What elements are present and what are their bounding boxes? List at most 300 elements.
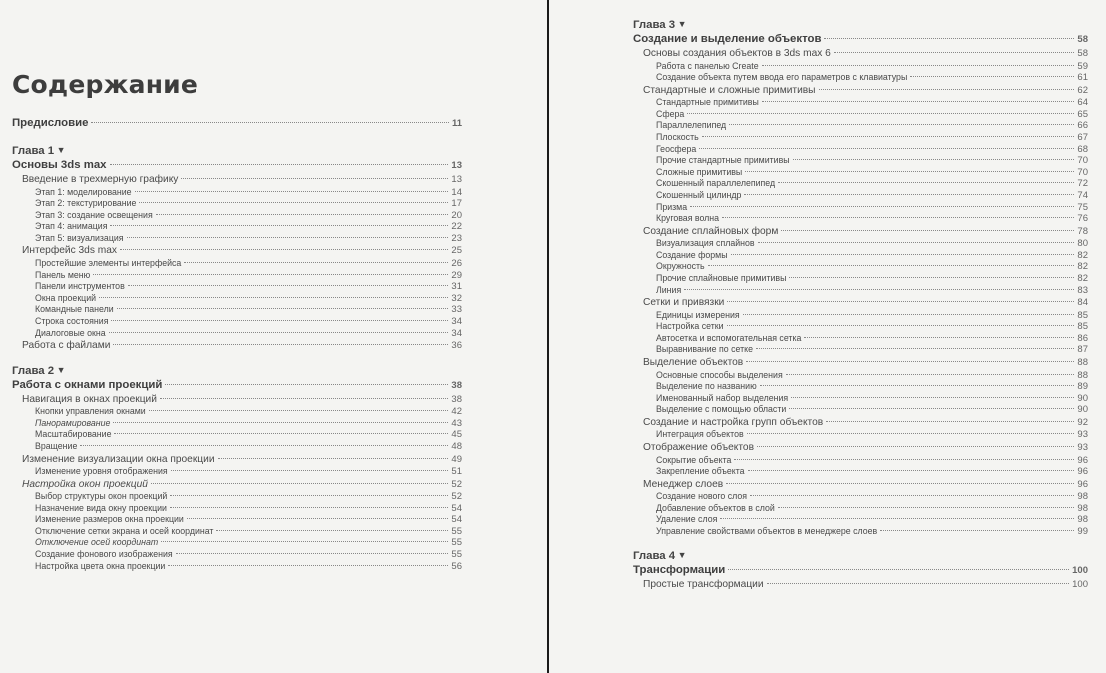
toc-subsection-entry[interactable] <box>12 526 462 538</box>
toc-subsection-entry[interactable] <box>633 333 1088 345</box>
toc-section-entry[interactable] <box>12 479 462 492</box>
entry-title: Выбор структуры окон проекций <box>35 491 168 502</box>
toc-subsection-entry[interactable] <box>12 561 462 573</box>
dot-leader <box>708 265 1075 266</box>
dot-leader <box>216 530 448 531</box>
entry-title: Предисловие <box>12 117 89 129</box>
toc-subsection-entry[interactable] <box>633 381 1088 393</box>
toc-subsection-entry[interactable] <box>633 250 1088 262</box>
page-number: 89 <box>1077 381 1088 393</box>
page-number: 64 <box>1077 97 1088 109</box>
page-number: 26 <box>451 257 462 269</box>
page-number: 55 <box>451 525 462 537</box>
page-number: 93 <box>1077 442 1088 454</box>
dot-leader <box>789 408 1074 409</box>
dot-leader <box>135 191 449 192</box>
page-number: 56 <box>451 560 462 572</box>
dot-leader <box>722 217 1074 218</box>
dot-leader <box>743 314 1075 315</box>
entry-title: Скошенный цилиндр <box>656 189 742 200</box>
dot-leader <box>113 422 448 423</box>
toc-subsection-entry[interactable] <box>12 418 462 430</box>
entry-title: Этап 4: анимация <box>35 221 108 232</box>
toc-subsection-entry[interactable] <box>12 270 462 282</box>
dot-leader <box>99 297 448 298</box>
dot-leader <box>734 459 1074 460</box>
page-number: 98 <box>1077 514 1088 526</box>
page-number: 96 <box>1077 466 1088 478</box>
page-number: 34 <box>451 315 462 327</box>
dot-leader <box>699 148 1074 149</box>
dot-leader <box>181 178 448 179</box>
page-number: 68 <box>1077 143 1088 155</box>
toc-subsection-entry[interactable] <box>12 281 462 293</box>
triangle-down-icon: ▼ <box>54 145 66 155</box>
page-number: 82 <box>1077 261 1088 273</box>
dot-leader <box>778 182 1074 183</box>
toc-subsection-entry[interactable] <box>633 393 1088 405</box>
dot-leader <box>168 565 448 566</box>
chapter-title: Работа с окнами проекций <box>12 378 163 391</box>
page-number: 23 <box>451 232 462 244</box>
entry-title: Единицы измерения <box>656 309 740 320</box>
page-number: 22 <box>451 221 462 233</box>
page-number: 36 <box>451 340 462 352</box>
page-number: 20 <box>451 209 462 221</box>
entry-title: Добавление объектов в слой <box>656 502 775 513</box>
toc-subsection-entry[interactable] <box>12 198 462 210</box>
triangle-down-icon: ▼ <box>675 19 687 29</box>
page-number: 87 <box>1077 344 1088 356</box>
toc-subsection-entry[interactable] <box>633 144 1088 156</box>
toc-subsection-entry[interactable] <box>633 321 1088 333</box>
dot-leader <box>726 483 1074 484</box>
toc-section-entry[interactable] <box>633 417 1088 430</box>
page-number: 61 <box>1077 72 1088 84</box>
toc-subsection-entry[interactable] <box>633 109 1088 121</box>
toc-subsection-entry[interactable] <box>12 293 462 305</box>
right-page <box>551 0 1106 673</box>
page-number: 72 <box>1077 178 1088 190</box>
page-number: 55 <box>451 537 462 549</box>
toc-section-entry[interactable] <box>633 85 1088 98</box>
dot-leader <box>109 332 449 333</box>
toc-subsection-entry[interactable] <box>12 441 462 453</box>
toc-subsection-entry[interactable] <box>633 97 1088 109</box>
toc-subsection-entry[interactable] <box>12 258 462 270</box>
toc-subsection-entry[interactable] <box>12 328 462 340</box>
dot-leader <box>128 285 449 286</box>
dot-leader <box>170 507 448 508</box>
entry-title: Основы создания объектов в 3ds max 6 <box>643 48 831 59</box>
page-number: 100 <box>1072 578 1088 590</box>
dot-leader <box>160 398 448 399</box>
toc-subsection-entry[interactable] <box>633 72 1088 84</box>
dot-leader <box>762 65 1075 66</box>
page-number: 74 <box>1077 189 1088 201</box>
toc-subsection-entry[interactable] <box>12 316 462 328</box>
dot-leader <box>781 230 1074 231</box>
chapter-title-entry[interactable] <box>633 563 1088 578</box>
entry-title: Этап 2: текстурирование <box>35 198 137 209</box>
dot-leader <box>819 89 1075 90</box>
dot-leader <box>149 410 449 411</box>
chapter-label-text: Глава 2 <box>12 364 55 377</box>
entry-title: Работа с панелью Create <box>656 60 759 71</box>
toc-subsection-entry[interactable] <box>12 210 462 222</box>
dot-leader <box>120 249 448 250</box>
page-number: 83 <box>1077 284 1088 296</box>
entry-title: Введение в трехмерную графику <box>22 174 179 185</box>
page-number: 96 <box>1077 478 1088 490</box>
page-number: 58 <box>1077 48 1088 59</box>
entry-title: Сокрытие объекта <box>656 454 732 465</box>
entry-title: Интерфейс 3ds max <box>22 245 117 257</box>
page-number: 88 <box>1077 369 1088 381</box>
page-number: 86 <box>1077 332 1088 344</box>
toc-section-entry[interactable] <box>633 297 1088 310</box>
toc-subsection-entry[interactable] <box>12 466 462 478</box>
toc-section-entry[interactable] <box>12 454 462 467</box>
toc-subsection-entry[interactable] <box>633 466 1088 478</box>
dot-leader <box>728 569 1069 570</box>
page-number: 43 <box>451 417 462 429</box>
entry-title: Простые трансформации <box>643 578 764 590</box>
toc-subsection-entry[interactable] <box>633 404 1088 416</box>
page-number: 55 <box>451 549 462 561</box>
page-number: 66 <box>1077 120 1088 132</box>
page-number: 52 <box>451 491 462 503</box>
preface-entry[interactable] <box>12 116 462 131</box>
entry-title: Параллелепипед <box>656 120 727 131</box>
dot-leader <box>110 225 448 226</box>
page-number: 99 <box>1077 526 1088 537</box>
page-number: 13 <box>451 174 462 185</box>
dot-leader <box>731 254 1075 255</box>
entry-title: Удаление слоя <box>656 514 718 525</box>
toc-subsection-entry[interactable] <box>633 273 1088 285</box>
dot-leader <box>786 374 1075 375</box>
entry-title: Навигация в окнах проекций <box>22 393 157 405</box>
entry-title: Командные панели <box>35 304 114 315</box>
page-number: 25 <box>451 245 462 257</box>
dot-leader <box>93 274 448 275</box>
toc-subsection-entry[interactable] <box>633 190 1088 202</box>
triangle-down-icon: ▼ <box>54 364 66 375</box>
dot-leader <box>778 507 1075 508</box>
toc-subsection-entry[interactable] <box>12 429 462 441</box>
toc-section-entry[interactable] <box>633 226 1088 239</box>
entry-title: Сложные примитивы <box>656 166 743 177</box>
page-number: 98 <box>1077 491 1088 503</box>
page-number: 80 <box>1077 238 1088 250</box>
toc-section-entry[interactable] <box>633 479 1088 492</box>
entry-title: Вращение <box>35 440 78 451</box>
toc-subsection-entry[interactable] <box>12 406 462 418</box>
toc-subsection-entry[interactable] <box>633 370 1088 382</box>
toc-section-entry[interactable] <box>12 394 462 407</box>
chapter-block <box>633 18 1088 538</box>
toc-subsection-entry[interactable] <box>12 221 462 233</box>
chapter-label <box>633 18 1088 32</box>
toc-subsection-entry[interactable] <box>633 132 1088 144</box>
dot-leader <box>834 52 1075 53</box>
entry-title: Создание объекта путем ввода его параметров с клавиатуры <box>656 72 908 83</box>
chapter-title-entry[interactable] <box>12 158 462 173</box>
entry-title: Этап 5: визуализация <box>35 232 124 243</box>
page-number: 78 <box>1077 225 1088 237</box>
toc-subsection-entry[interactable] <box>12 491 462 503</box>
entry-title: Призма <box>656 201 688 212</box>
page-number: 85 <box>1077 309 1088 321</box>
dot-leader <box>720 518 1074 519</box>
dot-leader <box>789 277 1074 278</box>
entry-title: Масштабирование <box>35 429 112 440</box>
entry-title: Визуализация сплайнов <box>656 238 755 249</box>
page-number: 51 <box>451 466 462 477</box>
toc-subsection-entry[interactable] <box>12 187 462 199</box>
entry-title: Отображение объектов <box>643 442 754 454</box>
dot-leader <box>791 397 1074 398</box>
entry-title: Изменение размеров окна проекции <box>35 514 184 525</box>
entry-title: Кнопки управления окнами <box>35 406 146 417</box>
entry-title: Выделение с помощью области <box>656 404 787 415</box>
toc-section-entry[interactable] <box>12 340 462 353</box>
chapter-label-text: Глава 4 <box>633 549 676 562</box>
entry-title: Панель меню <box>35 269 91 280</box>
entry-title: Отключение осей координат <box>35 537 159 548</box>
entry-title: Создание нового слоя <box>656 491 747 502</box>
entry-title: Геосфера <box>656 143 697 154</box>
entry-title: Линия <box>656 284 682 295</box>
toc-subsection-entry[interactable] <box>633 202 1088 214</box>
entry-title: Этап 1: моделирование <box>35 186 132 197</box>
entry-title: Настройка окон проекций <box>22 478 148 490</box>
dot-leader <box>113 344 448 345</box>
dot-leader <box>187 518 449 519</box>
page-number: 62 <box>1077 84 1088 96</box>
toc-section-entry[interactable] <box>12 174 462 187</box>
dot-leader <box>139 202 448 203</box>
page-number: 75 <box>1077 201 1088 213</box>
entry-title: Создание фонового изображения <box>35 549 173 560</box>
dot-leader <box>165 384 448 385</box>
entry-title: Именованный набор выделения <box>656 392 789 403</box>
dot-leader <box>762 101 1075 102</box>
entry-title: Простейшие элементы интерфейса <box>35 257 182 268</box>
page-number: 48 <box>451 440 462 452</box>
chapter-title: Основы 3ds max <box>12 159 107 171</box>
toc-subsection-entry[interactable] <box>633 514 1088 526</box>
preface-block <box>12 116 462 131</box>
dot-leader <box>684 289 1074 290</box>
page-number: 54 <box>451 502 462 514</box>
toc-section-entry[interactable] <box>633 357 1088 370</box>
triangle-down-icon: ▼ <box>675 549 687 560</box>
page-number: 67 <box>1077 131 1088 143</box>
dot-leader <box>114 433 448 434</box>
entry-title: Назначение вида окну проекции <box>35 502 167 513</box>
dot-leader <box>826 421 1074 422</box>
entry-title: Прочие стандартные примитивы <box>656 155 790 166</box>
entry-title: Автосетка и вспомогательная сетка <box>656 332 802 343</box>
chapter-title-entry[interactable] <box>12 378 462 393</box>
entry-title: Стандартные и сложные примитивы <box>643 84 816 96</box>
toc-subsection-entry[interactable] <box>633 120 1088 132</box>
chapter-block <box>12 364 462 573</box>
entry-title: Работа с файлами <box>22 340 111 352</box>
page-number: 31 <box>451 281 462 293</box>
page-number: 93 <box>1077 429 1088 441</box>
entry-title: Отключение сетки экрана и осей координат <box>35 525 214 536</box>
toc-subsection-entry[interactable] <box>633 155 1088 167</box>
dot-leader <box>91 122 449 123</box>
dot-leader <box>176 553 449 554</box>
page-number: 49 <box>451 453 462 465</box>
toc-right-column <box>633 18 1088 602</box>
entry-title: Панели инструментов <box>35 281 125 292</box>
page-number: 17 <box>451 198 462 210</box>
toc-subsection-entry[interactable] <box>633 310 1088 322</box>
page-number: 34 <box>451 327 462 339</box>
page-number: 98 <box>1077 502 1088 514</box>
entry-title: Диалоговые окна <box>35 327 106 338</box>
page-number: 70 <box>1077 166 1088 178</box>
entry-title: Создание формы <box>656 249 728 260</box>
toc-left-column <box>12 116 462 583</box>
toc-subsection-entry[interactable] <box>12 549 462 561</box>
chapter-label <box>12 144 462 158</box>
entry-title: Изменение визуализации окна проекции <box>22 453 215 465</box>
entry-title: Изменение уровня отображения <box>35 466 168 476</box>
toc-section-entry[interactable] <box>12 245 462 258</box>
toc-subsection-entry[interactable] <box>633 261 1088 273</box>
page-number: 76 <box>1077 213 1088 225</box>
toc-subsection-entry[interactable] <box>633 526 1088 538</box>
dot-leader <box>760 385 1075 386</box>
toc-subsection-entry[interactable] <box>633 429 1088 441</box>
dot-leader <box>727 325 1075 326</box>
page-number: 90 <box>1077 404 1088 416</box>
page-number: 38 <box>451 379 462 391</box>
toc-subsection-entry[interactable] <box>633 167 1088 179</box>
entry-title: Стандартные примитивы <box>656 97 759 108</box>
entry-title: Скошенный параллелепипед <box>656 178 776 189</box>
dot-leader <box>127 237 449 238</box>
chapter-label-text: Глава 3 <box>633 19 676 31</box>
dot-leader <box>110 164 449 165</box>
chapter-title-entry[interactable] <box>633 32 1088 47</box>
entry-title: Окружность <box>656 261 705 272</box>
entry-title: Строка состояния <box>35 315 109 326</box>
entry-title: Сфера <box>656 108 685 119</box>
page-number: 38 <box>451 393 462 405</box>
page-number: 84 <box>1077 297 1088 309</box>
toc-section-entry[interactable] <box>633 442 1088 455</box>
toc-subsection-entry[interactable] <box>12 537 462 549</box>
toc-subsection-entry[interactable] <box>633 61 1088 73</box>
dot-leader <box>910 76 1074 77</box>
dot-leader <box>161 541 448 542</box>
toc-section-entry[interactable] <box>633 48 1088 61</box>
dot-leader <box>747 433 1075 434</box>
entry-title: Настройка сетки <box>656 321 724 332</box>
left-page <box>0 0 548 673</box>
dot-leader <box>824 38 1074 39</box>
entry-title: Создание сплайновых форм <box>643 225 779 237</box>
toc-subsection-entry[interactable] <box>12 304 462 316</box>
toc-section-entry[interactable] <box>633 579 1088 592</box>
toc-subsection-entry[interactable] <box>633 344 1088 356</box>
toc-subsection-entry[interactable] <box>12 233 462 245</box>
page-number: 13 <box>451 160 462 171</box>
dot-leader <box>184 262 448 263</box>
page-number: 59 <box>1077 60 1088 72</box>
toc-subsection-entry[interactable] <box>12 503 462 515</box>
dot-leader <box>880 530 1074 531</box>
dot-leader <box>748 470 1075 471</box>
dot-leader <box>117 308 449 309</box>
book-spine <box>547 0 549 673</box>
dot-leader <box>793 159 1075 160</box>
page-number: 90 <box>1077 392 1088 404</box>
dot-leader <box>750 495 1074 496</box>
entry-title: Закрепление объекта <box>656 466 745 477</box>
page-number: 65 <box>1077 108 1088 120</box>
dot-leader <box>744 194 1074 195</box>
entry-title: Прочие сплайновые примитивы <box>656 273 787 283</box>
page-title: Содержание <box>12 70 199 99</box>
dot-leader <box>745 171 1074 172</box>
entry-title: Создание и настройка групп объектов <box>643 416 824 428</box>
toc-subsection-entry[interactable] <box>12 514 462 526</box>
entry-title: Этап 3: создание освещения <box>35 209 153 220</box>
dot-leader <box>767 583 1070 584</box>
entry-title: Выделение объектов <box>643 357 744 369</box>
toc-subsection-entry[interactable] <box>633 491 1088 503</box>
dot-leader <box>151 483 448 484</box>
toc-subsection-entry[interactable] <box>633 503 1088 515</box>
dot-leader <box>171 470 449 471</box>
toc-subsection-entry[interactable] <box>633 213 1088 225</box>
entry-title: Выравнивание по сетке <box>656 344 753 355</box>
dot-leader <box>156 214 449 215</box>
toc-subsection-entry[interactable] <box>633 455 1088 467</box>
toc-subsection-entry[interactable] <box>633 285 1088 297</box>
dot-leader <box>758 242 1075 243</box>
page-number: 45 <box>451 429 462 441</box>
dot-leader <box>756 348 1074 349</box>
entry-title: Сетки и привязки <box>643 297 725 309</box>
chapter-title: Трансформации <box>633 563 726 576</box>
chapter-block <box>633 549 1088 592</box>
page-number: 70 <box>1077 155 1088 167</box>
chapter-label <box>12 364 462 378</box>
page-number: 92 <box>1077 416 1088 428</box>
dot-leader <box>727 301 1074 302</box>
dot-leader <box>687 113 1074 114</box>
entry-title: Окна проекций <box>35 292 97 303</box>
toc-subsection-entry[interactable] <box>633 238 1088 250</box>
dot-leader <box>218 458 449 459</box>
toc-subsection-entry[interactable] <box>633 178 1088 190</box>
entry-title: Панорамирование <box>35 417 111 428</box>
dot-leader <box>170 495 448 496</box>
page-number: 42 <box>451 406 462 418</box>
page-number: 11 <box>451 118 462 129</box>
entry-title: Основные способы выделения <box>656 369 783 380</box>
chapter-title: Создание и выделение объектов <box>633 33 822 45</box>
